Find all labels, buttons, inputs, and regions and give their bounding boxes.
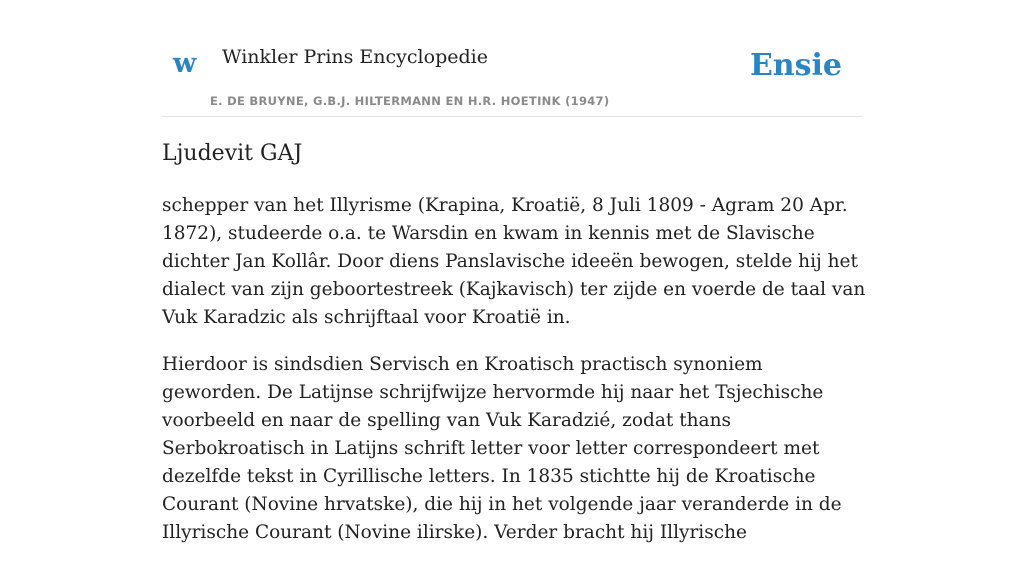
page	[162, 0, 866, 543]
source-logo-icon[interactable]: w	[173, 48, 197, 79]
source-authors: E. DE BRUYNE, G.B.J. HILTERMANN EN H.R. HOETINK (1947)	[210, 94, 610, 108]
source-header	[162, 0, 862, 117]
ensie-brand-link[interactable]: Ensie	[749, 48, 842, 83]
article-body	[162, 192, 867, 566]
source-title[interactable]: Winkler Prins Encyclopedie	[222, 46, 488, 68]
article-paragraph-2: Hierdoor is sindsdien Servisch en Kroatisch practisch synoniem geworden. De Latijnse schrijfwijze hervormde hij naar het Tsjechische voorbeeld en naar de spelling van Vuk Karadzié, zodat thans Serbokroatisch in Latijns schrift letter voor letter correspondeert met dezelfde tekst in Cyrillische letters. In 1835 stichtte hij de Kroatische Courant (Novine hrvatske), die hij in het volgende jaar veranderde in de Illyrische Courant (Novine ilirske). Verder bracht hij Illyrische	[162, 354, 842, 543]
article-paragraph-1: schepper van het Illyrisme (Krapina, Kroatië, 8 Juli 1809 - Agram 20 Apr. 1872), studeerde o.a. te Warsdin en kwam in kennis met de Slavische dichter Jan Kollâr. Door diens Panslavische ideeën bewogen, stelde hij het dialect van zijn geboortestreek (Kajkavisch) ter zijde en voerde de taal van Vuk Karadzic als schrijftaal voor Kroatië in.	[162, 195, 866, 328]
article-title: Ljudevit GAJ	[162, 141, 303, 166]
